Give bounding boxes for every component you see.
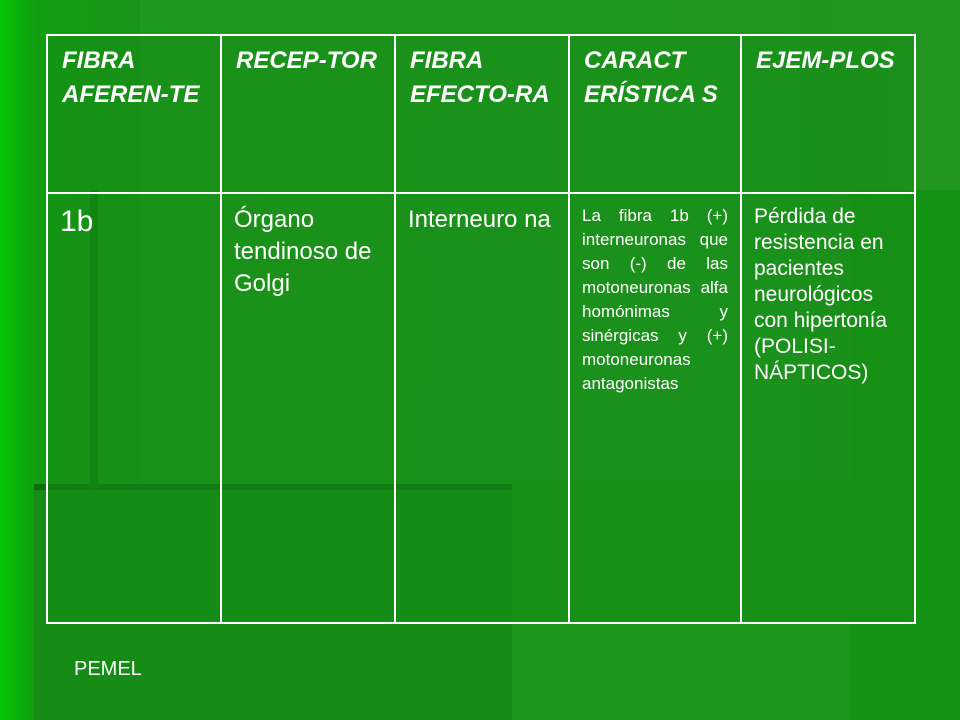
- header-fibra-aferente: FIBRA AFEREN-TE: [47, 35, 221, 193]
- cell-receptor: Órgano tendinoso de Golgi: [221, 193, 395, 623]
- cell-ejemplos: Pérdida de resistencia en pacientes neurológicos con hipertonía (POLISI-NÁPTICOS): [741, 193, 915, 623]
- cell-fibra-efectora: Interneuro na: [395, 193, 569, 623]
- header-caracteristicas: CARACT ERÍSTICA S: [569, 35, 741, 193]
- table-header-row: [47, 35, 915, 193]
- header-receptor: RECEP-TOR: [221, 35, 395, 193]
- header-fibra-efectora: FIBRA EFECTO-RA: [395, 35, 569, 193]
- table-row: [47, 193, 915, 623]
- header-ejemplos: EJEM-PLOS: [741, 35, 915, 193]
- cell-fibra-aferente: 1b: [47, 193, 221, 623]
- reflex-table: [46, 34, 916, 624]
- footer-label: PEMEL: [74, 658, 142, 680]
- cell-caracteristicas: La fibra 1b (+) interneuronas que son (-) de las motoneuronas alfa homónimas y sinérgicas y (+) motoneuronas antagonistas: [569, 193, 741, 623]
